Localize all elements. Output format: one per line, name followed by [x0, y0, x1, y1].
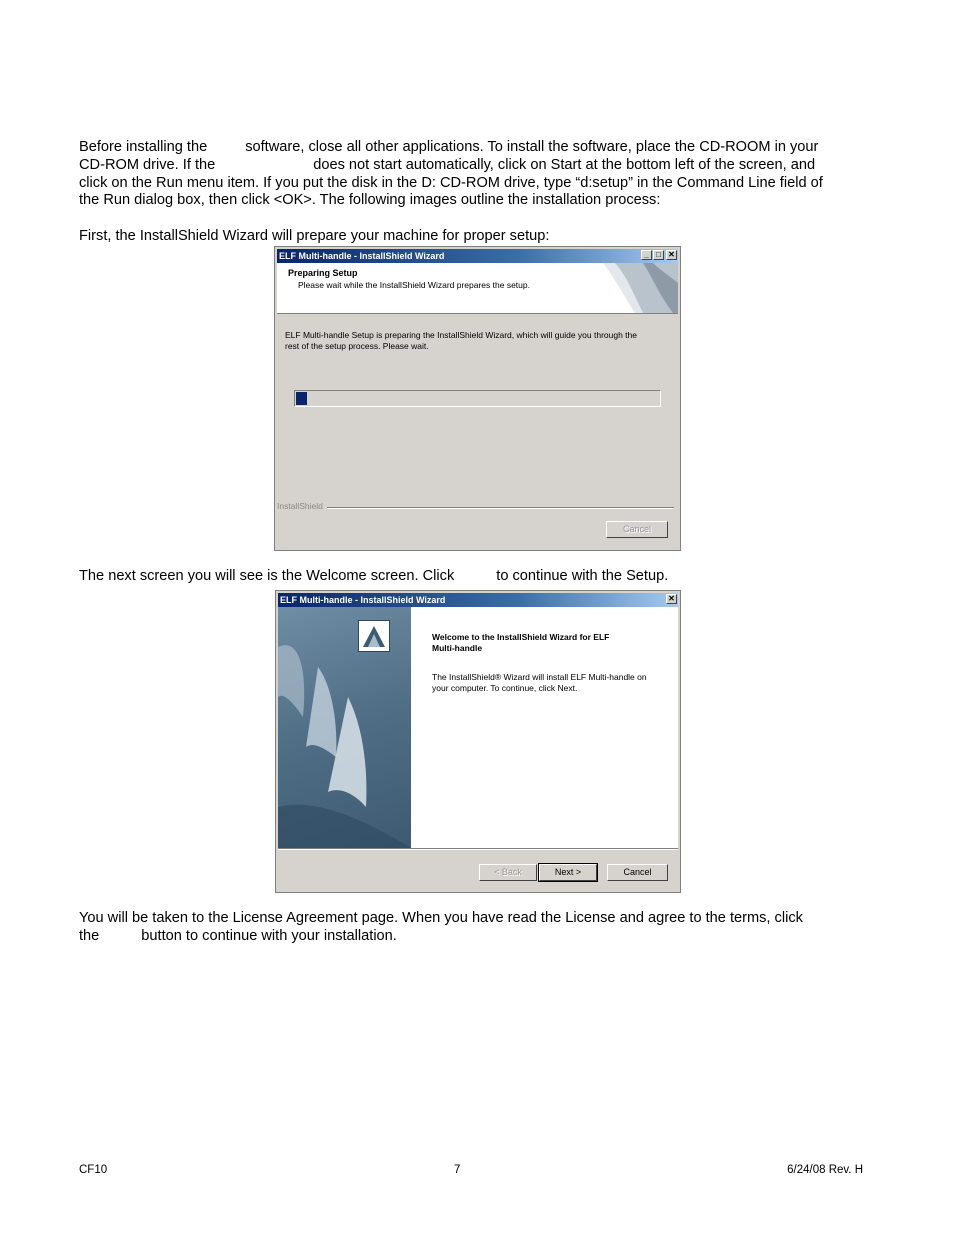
- dialog2-cancel-button[interactable]: Cancel: [607, 864, 668, 881]
- minimize-button[interactable]: _: [641, 250, 652, 260]
- step2-text: The next screen you will see is the Welcome screen. Click to continue with the Setup.: [79, 568, 669, 584]
- dialog1-separator: [327, 507, 674, 509]
- preparing-setup-dialog: [274, 246, 681, 551]
- dialog1-heading: Preparing Setup: [288, 268, 358, 278]
- progress-bar: [294, 390, 661, 407]
- welcome-heading-line-2: Multi-handle: [432, 643, 483, 653]
- next-button[interactable]: Next >: [539, 864, 597, 881]
- welcome-body-line-1: The InstallShield® Wizard will install ELF Multi-handle on: [432, 672, 647, 682]
- welcome-content: [411, 607, 678, 848]
- dialog1-title: ELF Multi-handle - InstallShield Wizard: [279, 251, 445, 261]
- welcome-body-line-2: your computer. To continue, click Next.: [432, 683, 578, 693]
- dialog2-titlebar: [278, 593, 678, 607]
- footer-page-number: 7: [454, 1164, 461, 1176]
- sail-artwork: [278, 607, 411, 848]
- installshield-brand: InstallShield: [277, 501, 326, 512]
- intro-line-4: the Run dialog box, then click <OK>. The following images outline the installation process:: [79, 192, 661, 209]
- dialog2-separator: [278, 848, 678, 850]
- welcome-side-panel: [278, 607, 411, 848]
- dialog1-header-panel: [277, 263, 678, 314]
- step1-text: First, the InstallShield Wizard will prepare your machine for proper setup:: [79, 228, 550, 244]
- dialog1-body-line-2: rest of the setup process. Please wait.: [285, 341, 429, 351]
- welcome-dialog: [275, 590, 681, 893]
- dialog2-title: ELF Multi-handle - InstallShield Wizard: [280, 595, 446, 605]
- intro-paragraph: [79, 139, 879, 210]
- back-button[interactable]: < Back: [479, 864, 537, 881]
- dialog1-body-line-1: ELF Multi-handle Setup is preparing the InstallShield Wizard, which will guide you through the: [285, 330, 637, 340]
- installshield-logo-icon: [358, 620, 390, 652]
- intro-line-2: CD-ROM drive. If the does not start automatically, click on Start at the bottom left of the screen, and: [79, 156, 816, 173]
- progress-bar-fill: [296, 392, 307, 405]
- dialog1-subheading: Please wait while the InstallShield Wizard prepares the setup.: [298, 280, 530, 290]
- footer-right: 6/24/08 Rev. H: [787, 1164, 863, 1176]
- dialog1-titlebar: [277, 249, 678, 263]
- page-curl-icon: [583, 263, 678, 313]
- welcome-heading-line-1: Welcome to the InstallShield Wizard for ELF: [432, 632, 610, 642]
- close-button[interactable]: ✕: [666, 250, 677, 260]
- step3-text: You will be taken to the License Agreement page. When you have read the License and agree to the terms, click the button to continue with your installation.: [79, 910, 803, 944]
- footer-left: CF10: [79, 1164, 108, 1176]
- intro-line-3: click on the Run menu item. If you put the disk in the D: CD-ROM drive, type “d:setup” in the Command Line field of: [79, 174, 823, 191]
- maximize-button[interactable]: □: [653, 250, 664, 260]
- dialog1-cancel-button[interactable]: Cancel: [606, 521, 668, 538]
- intro-line-1: Before installing the software, close all other applications. To install the software, place the CD-ROOM in your: [79, 139, 819, 155]
- dialog2-close-button[interactable]: ✕: [666, 594, 677, 604]
